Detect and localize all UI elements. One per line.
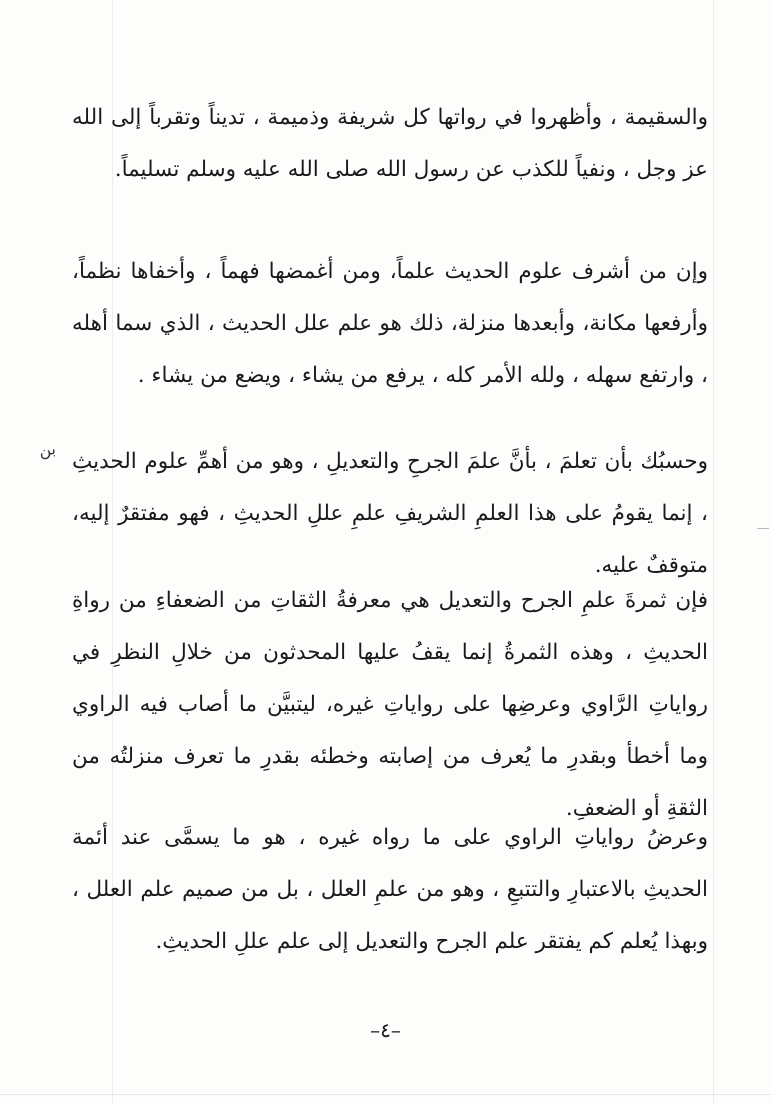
paragraph: [72, 575, 708, 835]
paragraph-text: وعرضُ رواياتِ الراوي على ما رواه غيره ، هو ما يسمَّى عند أئمة الحديثِ بالاعتبارِ والتتبعِ ، وهو من علمِ العلل ، بل من صميم علم العلل ، وبهذا يُعلم كم يفتقر علم الجرح والتعديل إلى علم عللِ الحديثِ.: [72, 825, 708, 954]
paragraph-text: وحسبُك بأن تعلمَ ، بأنَّ علمَ الجرحِ والتعديلِ ، وهو من أهمِّ علوم الحديثِ ، إنما يقومُ على هذا العلمِ الشريفِ علمِ عللِ الحديثِ ، فهو مفتقرٌ إليه، متوقفٌ عليه.: [72, 449, 708, 578]
scan-artifact-line: [0, 1094, 771, 1095]
paragraph: [72, 92, 708, 196]
paragraph: [72, 436, 708, 592]
paragraph: [72, 246, 708, 402]
paragraph-text: والسقيمة ، وأظهروا في رواتها كل شريفة وذميمة ، تديناً وتقرباً إلى الله عز وجل ، ونفياً للكذب عن رسول الله صلى الله عليه وسلم تسليماً.: [72, 105, 708, 182]
scan-artifact-line: [713, 0, 714, 1103]
page-number: –٤–: [370, 1018, 401, 1042]
margin-annotation: بن: [38, 438, 58, 461]
paragraph-text: وإن من أشرف علوم الحديث علماً، ومن أغمضها فهماً ، وأخفاها نظماً، وأرفعها مكانة، وأبعدها منزلة، ذلك هو علم علل الحديث ، الذي سما أهله ، وارتفع سهله ، ولله الأمر كله ، يرفع من يشاء ، ويضع من يشاء .: [72, 259, 708, 388]
paragraph-text: فإن ثمرةَ علمِ الجرح والتعديل هي معرفةُ الثقاتِ من الضعفاءِ من رواةِ الحديثِ ، وهذه الثمرةُ إنما يقفُ عليها المحدثون من خلالِ النظرِ في رواياتِ الرَّاوي وعرضِها على رواياتِ غيره، ليتبيَّن ما أصاب فيه الراوي وما أخطأ وبقدرِ ما يُعرف من إصابته وخطئه بقدرِ ما تعرف منزلتُه من الثقةِ أو الضعفِ.: [72, 588, 708, 821]
scan-artifact-mark: [757, 528, 769, 529]
paragraph: [72, 812, 708, 968]
